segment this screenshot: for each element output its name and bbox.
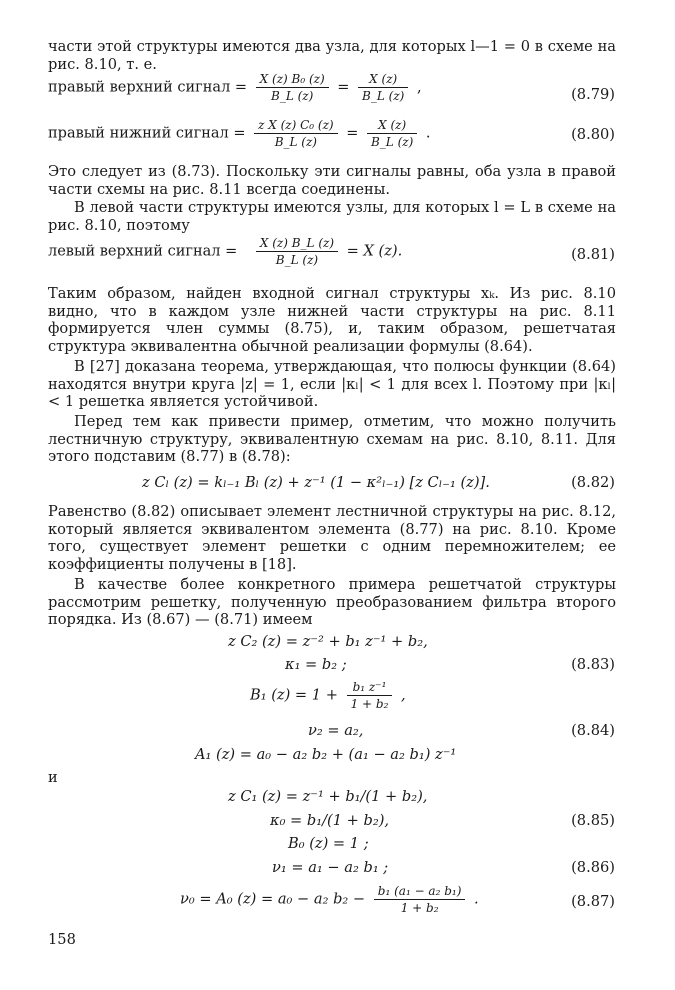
eq80-fraction-1: $\frac{\text{z X (z) C₀ (z)}}{B\_L (z)}$ xyxy=(254,118,338,149)
paragraph-8: В качестве более конкретного примера решетчатой структуры рассмотрим решетку, полученную преобразованием фильтра второго порядка. Из (8.67) — (8.71) имеем xyxy=(48,576,616,629)
eq79-label: правый верхний сигнал = xyxy=(48,79,248,96)
eq79-fraction-1: $\frac{\text{X (z) B₀ (z)}}{B\_L (z)}$ xyxy=(256,72,329,103)
equation-number-8-87: (8.87) xyxy=(571,893,615,910)
eq81-label: левый верхний сигнал = xyxy=(48,243,238,260)
equation-8-85-line-1: κ₀ = b₁/(1 + b₂), xyxy=(270,812,390,829)
eq80-label: правый нижний сигнал = xyxy=(48,125,246,142)
equation-number-8-82: (8.82) xyxy=(571,474,615,491)
equation-a1: A₁ (z) = a₀ − a₂ b₂ + (a₁ − a₂ b₁) z⁻¹ xyxy=(195,746,457,763)
equation-b0: B₀ (z) = 1 ; xyxy=(288,835,369,852)
equation-number-8-81: (8.81) xyxy=(571,246,615,263)
paragraph-1: части этой структуры имеются два узла, для которых l—1 = 0 в схеме на рис. 8.10, т. е. xyxy=(48,38,616,73)
paragraph-5: В [27] доказана теорема, утверждающая, что полюсы функции (8.64) находятся внутри круга |z| = 1, если |κₗ| < 1 для всех l. Поэтому при |κₗ| < 1 решетка является устойчивой. xyxy=(48,358,616,411)
eq81-fraction: $\frac{X (z) B\_L (z)}{B\_L (z)}$ xyxy=(256,236,338,267)
paragraph-2: Это следует из (8.73). Поскольку эти сигналы равны, оба узла в правой части схемы на рис. 8.11 всегда соединены. xyxy=(48,163,616,198)
equation-number-8-83: (8.83) xyxy=(571,656,615,673)
equation-8-83-line-1: z C₂ (z) = z⁻² + b₁ z⁻¹ + b₂, xyxy=(228,633,428,650)
equation-number-8-86: (8.86) xyxy=(571,859,615,876)
equation-8-80: правый нижний сигнал = $\frac{\text{z X (z) C₀ (z)}}{B\_L (z)}$ = $\frac{X (z)}{B\_L (z)}$ . xyxy=(48,118,431,149)
b1-fraction: $\frac{\text{b₁ z⁻¹}}{\text{1 + b₂}}$ xyxy=(347,680,393,711)
equation-c1: z C₁ (z) = z⁻¹ + b₁/(1 + b₂), xyxy=(228,788,428,805)
equation-number-8-85: (8.85) xyxy=(571,812,615,829)
eq87-fraction: $\frac{\text{b₁ (a₁ − a₂ b₁)}}{\text{1 + b₂}}$ xyxy=(374,884,466,915)
eq80-fraction-2: $\frac{X (z)}{B\_L (z)}$ xyxy=(367,118,417,149)
equation-number-8-79: (8.79) xyxy=(571,86,615,103)
paragraph-3: В левой части структуры имеются узлы, для которых l = L в схеме на рис. 8.10, поэтому xyxy=(48,199,616,234)
equation-number-8-84: (8.84) xyxy=(571,722,615,739)
equation-8-79: правый верхний сигнал = $\frac{\text{X (z) B₀ (z)}}{B\_L (z)}$ = $\frac{X (z)}{B\_L (z)}$ , xyxy=(48,72,422,103)
eq79-fraction-2: $\frac{X (z)}{B\_L (z)}$ xyxy=(358,72,408,103)
equation-8-82: z Cₗ (z) = kₗ₋₁ Bₗ (z) + z⁻¹ (1 − κ²ₗ₋₁) [z Cₗ₋₁ (z)]. xyxy=(142,474,490,491)
page-number: 158 xyxy=(48,931,76,948)
equation-8-86-line-1: ν₁ = a₁ − a₂ b₁ ; xyxy=(272,859,389,876)
paragraph-7: Равенство (8.82) описывает элемент лестничной структуры на рис. 8.12, который является эквивалентом элемента (8.77) на рис. 8.10. Кроме того, существует элемент решетки с одним перемножителем; ее коэффициенты получены в [18]. xyxy=(48,503,616,573)
equation-8-87: ν₀ = A₀ (z) = a₀ − a₂ b₂ − $\frac{\text{b₁ (a₁ − a₂ b₁)}}{\text{1 + b₂}}$ . xyxy=(180,884,479,915)
equation-number-8-80: (8.80) xyxy=(571,126,615,143)
conjunction-and: и xyxy=(48,770,58,786)
paragraph-4: Таким образом, найден входной сигнал структуры xₖ. Из рис. 8.10 видно, что в каждом узле нижней части структуры на рис. 8.11 формируется член суммы (8.75), и, таким образом, решетчатая структура эквивалентна обычной реализации формулы (8.64). xyxy=(48,285,616,355)
equation-8-81: левый верхний сигнал = $\frac{X (z) B\_L (z)}{B\_L (z)}$ = X (z). xyxy=(48,236,403,267)
equation-8-84-line-1: ν₂ = a₂, xyxy=(308,722,364,739)
equation-8-83-line-2: κ₁ = b₂ ; xyxy=(285,656,347,673)
paragraph-6: Перед тем как привести пример, отметим, что можно получить лестничную структуру, эквивалентную схемам на рис. 8.10, 8.11. Для этого подставим (8.77) в (8.78): xyxy=(48,413,616,466)
equation-b1: B₁ (z) = 1 + $\frac{\text{b₁ z⁻¹}}{\text{1 + b₂}}$ , xyxy=(250,680,406,711)
